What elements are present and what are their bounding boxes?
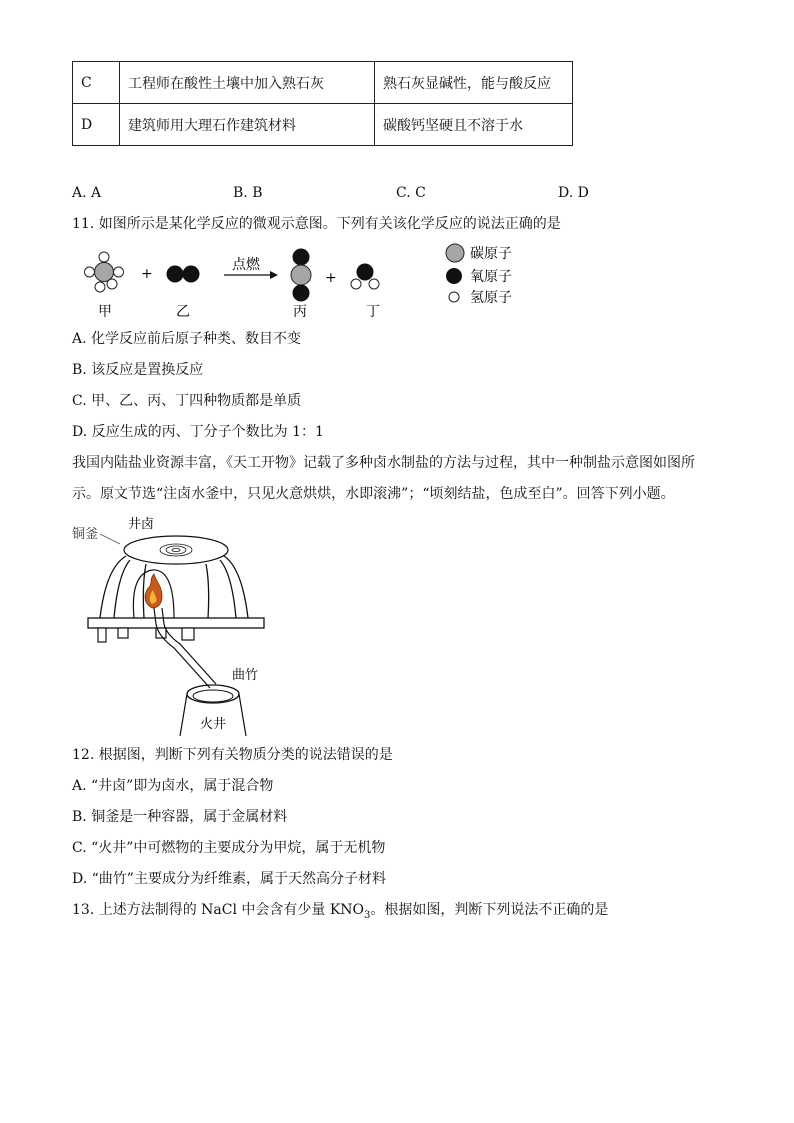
base-plank bbox=[88, 618, 264, 628]
q12-option-d[interactable]: D. “曲竹”主要成分为纤维素，属于天然高分子材料 bbox=[72, 871, 386, 887]
arrow-label: 点燃 bbox=[232, 257, 260, 273]
legend-carbon-icon bbox=[446, 244, 464, 262]
legend-oxygen-icon bbox=[446, 268, 462, 284]
passage-line-2: 示。原文节选“注卤水釜中，只见火意烘烘，水即滚沸”；“顷刻结盐，色成至白”。回答下列小题。 bbox=[72, 486, 675, 502]
options-table bbox=[72, 61, 573, 146]
pan-top bbox=[124, 536, 228, 564]
choice-c[interactable]: C. C bbox=[396, 185, 426, 201]
row-reason: 熟石灰显碱性，能与酸反应 bbox=[375, 62, 573, 104]
label-ding: 丁 bbox=[366, 304, 380, 320]
base-block bbox=[118, 628, 128, 638]
oxygen-atom bbox=[357, 264, 373, 280]
q11-option-c[interactable]: C. 甲、乙、丙、丁四种物质都是单质 bbox=[72, 393, 302, 409]
label-huojing: 火井 bbox=[200, 717, 227, 732]
row-letter: D bbox=[73, 104, 120, 146]
label-jia: 甲 bbox=[98, 304, 112, 320]
q11-option-a[interactable]: A. 化学反应前后原子种类、数目不变 bbox=[72, 331, 302, 347]
hydrogen-atom bbox=[95, 282, 105, 292]
row-action: 建筑师用大理石作建筑材料 bbox=[120, 104, 375, 146]
hydrogen-atom bbox=[369, 279, 379, 289]
molecule-ding bbox=[351, 264, 379, 289]
oxygen-atom bbox=[167, 266, 183, 282]
molecule-bing bbox=[291, 249, 311, 301]
q11-option-b[interactable]: B. 该反应是置换反应 bbox=[72, 362, 204, 378]
label-quzhu: 曲竹 bbox=[232, 668, 259, 683]
q13-stem-a: 13. 上述方法制得的 NaCl 中会含有少量 KNO bbox=[72, 902, 365, 918]
label-yi: 乙 bbox=[176, 304, 190, 320]
passage-line-1: 我国内陆盐业资源丰富，《天工开物》记载了多种卤水制盐的方法与过程，其中一种制盐示意图如图所 bbox=[72, 455, 695, 471]
fire-well-inner bbox=[193, 690, 233, 702]
hydrogen-atom bbox=[85, 267, 95, 277]
q13-stem bbox=[72, 900, 608, 926]
label-jinglu: 井卤 bbox=[128, 517, 155, 532]
legend-carbon: 碳原子 bbox=[470, 246, 512, 262]
q11-option-d[interactable]: D. 反应生成的丙、丁分子个数比为 1：1 bbox=[72, 424, 324, 440]
label-bing: 丙 bbox=[293, 304, 307, 320]
hydrogen-atom bbox=[351, 279, 361, 289]
row-reason: 碳酸钙坚硬且不溶于水 bbox=[375, 104, 573, 146]
hydrogen-atom bbox=[114, 267, 124, 277]
q13-stem-sub: 3 bbox=[364, 909, 371, 921]
q12-option-c[interactable]: C. “火井”中可燃物的主要成分为甲烷，属于无机物 bbox=[72, 840, 386, 856]
carbon-atom bbox=[95, 263, 114, 282]
leader-line bbox=[100, 534, 120, 544]
q13-stem-b: 。根据如图，判断下列说法不正确的是 bbox=[370, 902, 609, 918]
carbon-atom bbox=[291, 265, 311, 285]
q12-option-b[interactable]: B. 铜釜是一种容器，属于金属材料 bbox=[72, 809, 288, 825]
choice-d[interactable]: D. D bbox=[558, 185, 589, 201]
table-row bbox=[73, 104, 573, 146]
choice-b[interactable]: B. B bbox=[233, 185, 263, 201]
reaction-diagram bbox=[80, 242, 540, 324]
salt-making-illustration bbox=[70, 512, 270, 740]
plus-sign: + bbox=[325, 270, 337, 286]
plus-sign: + bbox=[141, 266, 153, 282]
q12-stem: 12. 根据图，判断下列有关物质分类的说法错误的是 bbox=[72, 747, 393, 763]
base-leg bbox=[98, 628, 106, 642]
molecule-yi bbox=[167, 266, 199, 282]
arrow-head bbox=[270, 271, 278, 279]
legend-oxygen: 氧原子 bbox=[470, 269, 512, 285]
molecule-jia bbox=[85, 252, 124, 292]
q12-option-a[interactable]: A. “井卤”即为卤水，属于混合物 bbox=[72, 778, 274, 794]
row-letter: C bbox=[73, 62, 120, 104]
table-row bbox=[73, 62, 573, 104]
choice-a[interactable]: A. A bbox=[72, 185, 102, 201]
oxygen-atom bbox=[183, 266, 199, 282]
legend-hydrogen: 氢原子 bbox=[470, 290, 512, 306]
label-tongfu: 铜釜 bbox=[72, 527, 99, 542]
hydrogen-atom bbox=[107, 279, 117, 289]
row-action: 工程师在酸性土壤中加入熟石灰 bbox=[120, 62, 375, 104]
oxygen-atom bbox=[293, 249, 309, 265]
legend-hydrogen-icon bbox=[449, 292, 459, 302]
oxygen-atom bbox=[293, 285, 309, 301]
base-block bbox=[182, 628, 194, 640]
q11-stem: 11. 如图所示是某化学反应的微观示意图。下列有关该化学反应的说法正确的是 bbox=[72, 216, 561, 232]
hydrogen-atom bbox=[99, 252, 109, 262]
